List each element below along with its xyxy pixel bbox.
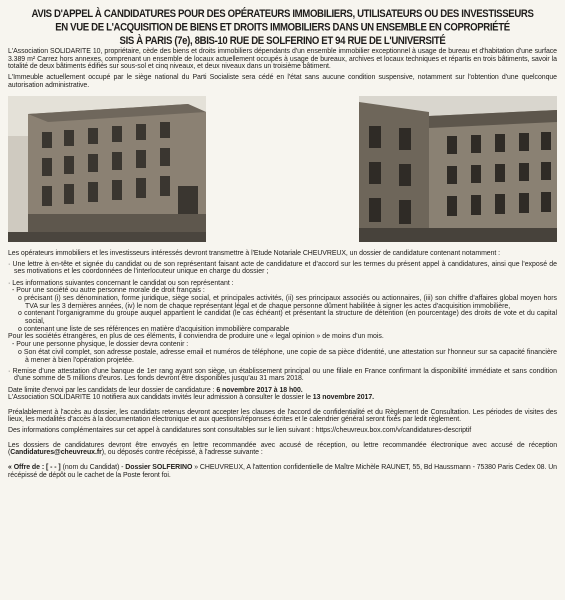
deadline-paragraph [8, 387, 557, 395]
dossiers-paragraph [8, 442, 557, 457]
offre-mid: (nom du Candidat) - [60, 463, 126, 471]
list-item: o Son état civil complet, son adresse postale, adresse email et numéros de téléphone, une copie de sa pièce d'identité, une attestation sur l'honneur sur sa capacité financière à mener à bien l'opération projetée. [18, 348, 557, 364]
page-title [8, 8, 557, 48]
requirements-list [8, 261, 557, 384]
building-photo-right [359, 96, 557, 242]
title-line-2: EN VUE DE L'ACQUISITION DE BIENS ET DROITS IMMOBILIERS DANS UN ENSEMBLE EN COPROPRIÉTÉ [55, 21, 510, 34]
title-line-1: AVIS D'APPEL À CANDIDATURES POUR DES OPÉRATEURS IMMOBILIERS, UTILISATEURS OU DES INVESTISSEURS [31, 8, 534, 21]
deadline-label: Date limite d'envoi par les candidats de leur dossier de candidature : [8, 386, 217, 394]
building-photos [8, 96, 557, 242]
notify-paragraph [8, 394, 557, 402]
list-item: · Remise d'une attestation d'une banque de 1er rang ayant son siège, un établissement principal ou une filiale en France confirmant la disponibilité immédiate et sans condition d'une somme de 5 millions d'euros. Les fonds devront être disponibles jusqu'au 31 mars 2018. [8, 367, 557, 383]
building-photo-left [8, 96, 206, 242]
offre-paragraph [8, 464, 557, 479]
notify-label: L'Association SOLIDARITE 10 notifiera aux candidats invités leur admission à consulter le dossier le [8, 394, 313, 402]
title-line-3: SIS À PARIS (7e), 8BIS-10 RUE DE SOLFERINO ET 94 RUE DE L'UNIVERSITÉ [119, 34, 446, 48]
email-link[interactable]: Candidatures@cheuvreux.fr [10, 449, 102, 457]
offre-label: « Offre de : [ - - ] [8, 463, 61, 471]
transmit-paragraph: Les opérateurs immobiliers et les investisseurs intéressés devront transmettre à l'Etude Notariale CHEUVREUX, un dossier de candidature contenant notamment : [8, 249, 501, 257]
list-item: · Une lettre à en-tête et signée du candidat ou de son représentant faisant acte de candidature et d'accord sur les termes du présent appel à candidatures, ainsi que l'exposé de ses motivations et les coordonnées de l'interlocuteur unique en charge du dossier ; [8, 260, 557, 276]
list-item: o contenant l'organigramme du groupe auquel appartient le candidat (le cas échéant) et présentant la structure de détention (en pourcentage) des droits de vote et du capital social, [18, 310, 557, 326]
notify-date: 13 novembre 2017. [312, 394, 375, 402]
complement-paragraph: Des informations complémentaires sur cet appel à candidatures sont consultables sur le lien suivant : https://cheuvreux.box.com/v/candidatures-descriptif [8, 427, 472, 435]
intro-paragraph-2: L'Immeuble actuellement occupé par le siège national du Parti Socialiste sera cédé en l'état sans aucune condition suspensive, notamment sur l'obtention d'une quelconque autorisation administrative. [8, 74, 557, 89]
list-item: o précisant (i) ses dénomination, forme juridique, siège social, et principales activités, (ii) ses principaux associés ou actionnaires, (iii) son chiffre d'affaires global moyen hors TVA sur les 3 dernières années, (iv) le nom de chaque représentant légal et de chaque personne dûment habilitée à signer les actes d'acquisition immobilière, [18, 294, 557, 310]
list-item: o contenant une liste de ses références en matière d'acquisition immobilière comparable [18, 325, 290, 333]
list-item: - Pour une personne physique, le dossier devra contenir : [12, 341, 189, 349]
deadline-date: 6 novembre 2017 à 18 h00. [216, 386, 303, 394]
offre-address: » CHEUVREUX, A l'attention confidentielle de Maître Michèle RAUNET, 55, Bd Haussmann - 75380 Paris Cedex 08. Un récépissé de dépôt ou le cachet de la Poste feront foi. [8, 463, 557, 479]
offre-dossier: Dossier SOLFERINO [125, 463, 193, 471]
list-item: - Pour une société ou autre personne morale de droit français : [12, 287, 205, 295]
dossiers-text-end: ), ou déposés contre récépissé, à l'adresse suivante : [101, 449, 263, 457]
prealable-paragraph: Préalablement à l'accès au dossier, les candidats retenus devront accepter les clauses de l'accord de confidentialité et du Règlement de Consultation. Les périodes de visites des lieux, les modalités d'accès à la documentation électronique et aux questions/réponses écrites et le calendrier général seront fixés par ledit règlement. [8, 408, 557, 424]
dossiers-text: Les dossiers de candidatures devront être envoyés en lettre recommandée avec accusé de réception, ou lettre recommandée électronique avec accusé de réception ( [8, 441, 557, 457]
list-item: Pour les sociétés étrangères, en plus de ces éléments, il conviendra de produire une « legal opinion » de moins d'un mois. [8, 333, 384, 341]
list-item: · Les informations suivantes concernant le candidat ou son représentant : [8, 279, 234, 287]
intro-paragraph-1: L'Association SOLIDARITE 10, propriétaire, cède des biens et droits immobiliers dépendants d'un ensemble immobilier exceptionnel à usage de bureau et d'habitation d'une surface 3.389 m² Carrez hors annexes, comprenant un ensemble de locaux actuellement occupés à usage de bureaux, archives et locaux techniques et répartis en trois bâtiments, savoir la totalité de deux bâtiments édifiés sur sous-sol et cinq niveaux, et deux niveaux dans un troisième bâtiment. [8, 48, 557, 71]
